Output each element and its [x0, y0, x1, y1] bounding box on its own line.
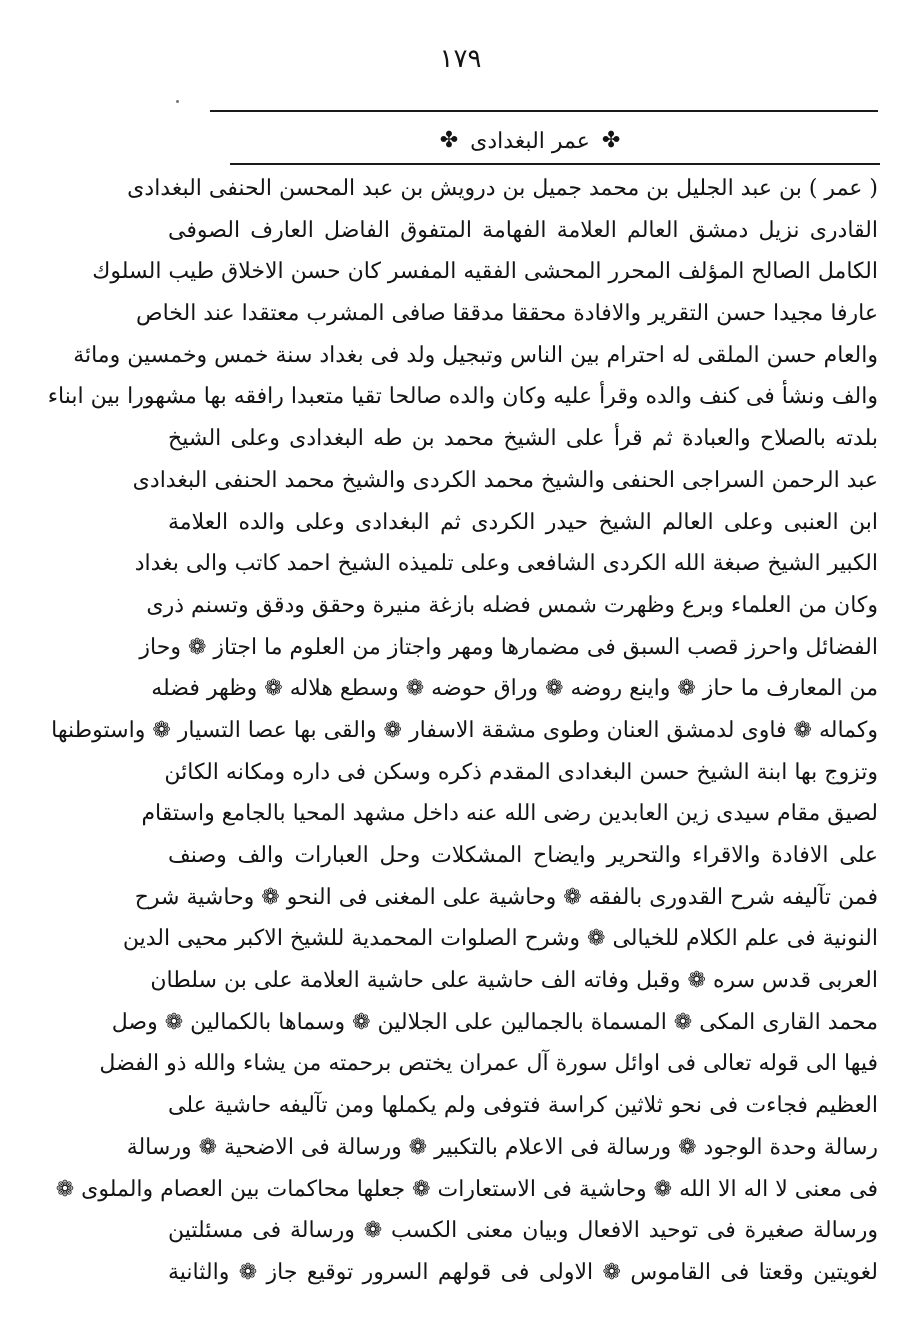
text-line: فيها الى قوله تعالى فى اوائل سورة آل عمران يختص برحمته من يشاء والله ذو الفضل	[99, 1051, 878, 1077]
text-line: وتزوج بها ابنة الشيخ حسن البغدادى المقدم ذكره وسكن فى داره ومكانه الكائن	[164, 759, 878, 785]
text-line: على الافادة والاقراء والتحرير وايضاح المشكلات وحل العبارات والف وصنف	[168, 843, 878, 868]
text-line: محمد القارى المكى ❁ المسماة بالجمالين على الجلالين ❁ وسماها بالكمالين ❁ وصل	[111, 1009, 878, 1035]
text-line: بلدته بالصلاح والعبادة ثم قرأ على الشيخ محمد بن طه البغدادى وعلى الشيخ	[168, 426, 878, 452]
text-line: فمن تآليفه شرح القدورى بالفقه ❁ وحاشية على المغنى فى النحو ❁ وحاشية شرح	[134, 884, 878, 910]
ornament-left-icon: ✤	[439, 128, 459, 153]
body-text	[47, 168, 878, 1294]
text-line: رسالة وحدة الوجود ❁ ورسالة فى الاعلام بالتكبير ❁ ورسالة فى الاضحية ❁ ورسالة	[126, 1134, 878, 1160]
text-line: عارفا مجيدا حسن التقرير والافادة محققا مدققا صافى المشرب معتقدا عند الخاص	[136, 301, 878, 327]
text-line: وكماله ❁ فاوى لدمشق العنان وطوى مشقة الاسفار ❁ والقى بها عصا التسيار ❁ واستوطنها	[51, 717, 878, 743]
text-line: الكبير الشيخ صبغة الله الكردى الشافعى وعلى تلميذه الشيخ احمد كاتب والى بغداد	[134, 551, 878, 577]
section-heading-title: عمر البغدادى	[470, 128, 590, 154]
text-line: وكان من العلماء وبرع وظهرت شمس فضله بازغة منيرة وحقق ودقق وتسنم ذرى	[146, 592, 878, 618]
text-line: العربى قدس سره ❁ وقبل وفاته الف حاشية على حاشية العلامة على بن سلطان	[150, 968, 878, 994]
text-line: والعام حسن الملقى له احترام بين الناس وتبجيل ولد فى بغداد سنة خمس وخمسين ومائة	[73, 342, 878, 368]
text-line: القادرى نزيل دمشق العالم العلامة الفهامة المتفوق الفاضل العارف الصوفى	[168, 217, 878, 243]
header-rule-bottom	[230, 163, 880, 165]
ornament-right-icon: ✤	[601, 128, 621, 153]
text-line: والف ونشأ فى كنف والده وقرأ عليه وكان والده صالحا تقيا متعبدا رافقه بها مشهورا بين ابناء	[47, 384, 878, 410]
section-heading	[380, 124, 680, 158]
text-line: عبد الرحمن السراجى الحنفى والشيخ محمد الكردى والشيخ محمد الحنفى البغدادى	[132, 467, 878, 493]
page-number: ١٧٩	[439, 44, 482, 74]
text-line: ورسالة صغيرة فى توحيد الافعال وبيان معنى الكسب ❁ ورسالة فى مسئلتين	[168, 1218, 878, 1244]
header-rule-top	[210, 110, 878, 112]
text-line: النونية فى علم الكلام للخيالى ❁ وشرح الصلوات المحمدية للشيخ الاكبر محيى الدين	[122, 926, 878, 952]
text-line: لصيق مقام سيدى زين العابدين رضى الله عنه داخل مشهد المحيا بالجامع واستقام	[141, 801, 878, 827]
text-line: ابن العنبى وعلى العالم الشيخ حيدر الكردى ثم البغدادى وعلى والده العلامة	[168, 509, 878, 535]
text-line: من المعارف ما حاز ❁ واينع روضه ❁ وراق حوضه ❁ وسطع هلاله ❁ وظهر فضله	[151, 676, 878, 702]
text-line: فى معنى لا اله الا الله ❁ وحاشية فى الاستعارات ❁ جعلها محاكمات بين العصام والملوى ❁	[55, 1176, 878, 1202]
text-line: الكامل الصالح المؤلف المحرر المحشى الفقيه المفسر كان حسن الاخلاق طيب السلوك	[92, 259, 878, 285]
text-line: لغويتين وقعتا فى القاموس ❁ الاولى فى قولهم السرور توقيع جاز ❁ والثانية	[168, 1259, 878, 1285]
text-line: العظيم فجاءت فى نحو ثلاثين كراسة فتوفى ولم يكملها ومن تآليفه حاشية على	[168, 1093, 878, 1119]
margin-speck	[176, 100, 179, 103]
text-line: الفضائل واحرز قصب السبق فى مضمارها ومهر واجتاز من العلوم ما اجتاز ❁ وحاز	[139, 634, 878, 660]
text-line: ( عمر ) بن عبد الجليل بن محمد جميل بن درويش بن عبد المحسن الحنفى البغدادى	[127, 176, 878, 201]
